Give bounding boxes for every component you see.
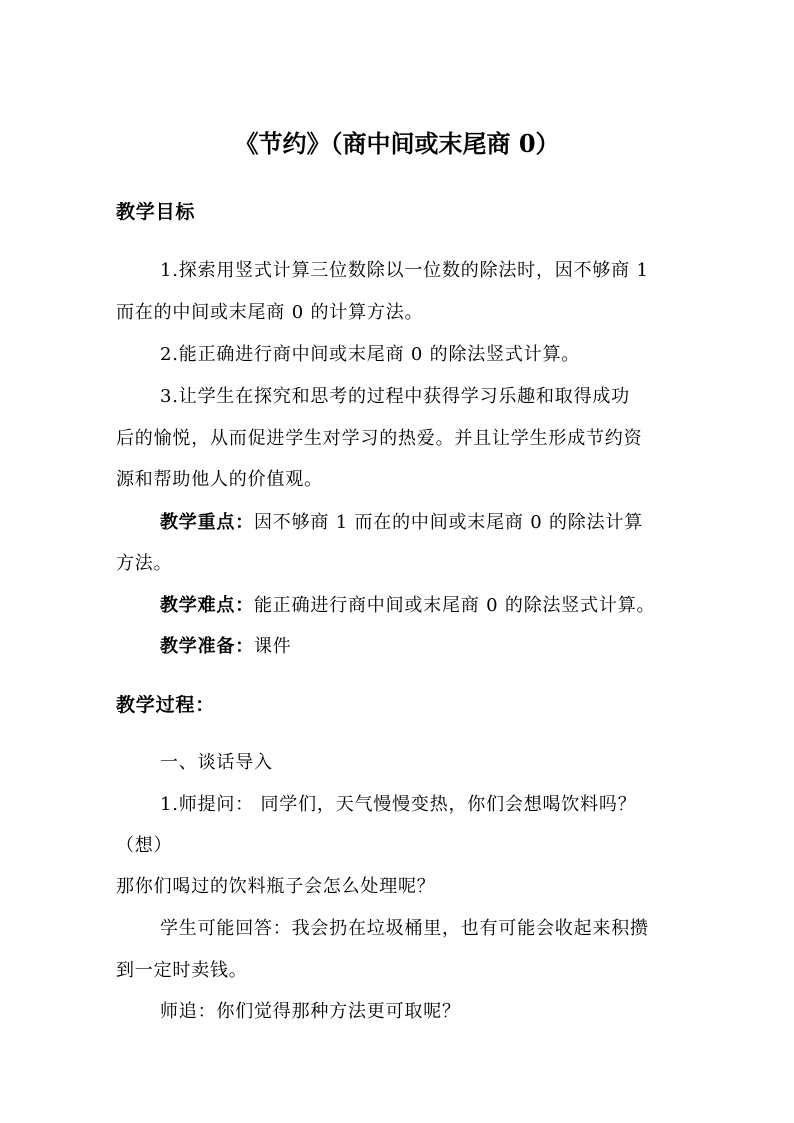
question-1-line-3: 那你们喝过的饮料瓶子会怎么处理呢？ bbox=[116, 876, 436, 897]
difficulty-text: 能正确进行商中间或末尾商 0 的除法竖式计算。 bbox=[254, 595, 656, 616]
question-1-line-1: 1.师提问： 同学们，天气慢慢变热，你们会想喝饮料吗？ bbox=[160, 794, 637, 815]
question-1-line-2: （想） bbox=[116, 835, 173, 856]
part-1-heading: 一、谈话导入 bbox=[160, 752, 273, 773]
goal-3-line-2: 后的愉悦，从而促进学生对学习的热爱。并且让学生形成节约资 bbox=[116, 428, 643, 449]
difficulty-label: 教学难点： bbox=[160, 595, 254, 616]
goal-3-line-3: 源和帮助他人的价值观。 bbox=[116, 469, 323, 490]
goal-1-line-1: 1.探索用竖式计算三位数除以一位数的除法时，因不够商 1 bbox=[160, 260, 649, 281]
teacher-followup: 师追：你们觉得那种方法更可取呢？ bbox=[160, 1001, 461, 1022]
key-point-label: 教学重点： bbox=[160, 512, 254, 533]
goal-1-line-2: 而在的中间或末尾商 0 的计算方法。 bbox=[116, 302, 424, 323]
preparation-label: 教学准备： bbox=[160, 636, 254, 657]
difficulty-point bbox=[160, 595, 655, 617]
student-answer-line-2: 到一定时卖钱。 bbox=[116, 960, 248, 981]
student-answer-line-1: 学生可能回答：我会扔在垃圾桶里，也有可能会收起来积攒 bbox=[160, 918, 649, 939]
goals-heading: 教学目标 bbox=[116, 201, 196, 223]
goal-3-line-1: 3.让学生在探究和思考的过程中获得学习乐趣和取得成功 bbox=[160, 386, 630, 407]
process-heading: 教学过程： bbox=[116, 694, 216, 716]
key-point-line-2: 方法。 bbox=[116, 553, 173, 574]
preparation-text: 课件 bbox=[254, 636, 292, 657]
page-title: 《节约》（商中间或末尾商 0） bbox=[234, 129, 560, 158]
preparation bbox=[160, 636, 292, 658]
key-point-text: 因不够商 1 而在的中间或末尾商 0 的除法计算 bbox=[254, 512, 643, 533]
key-point bbox=[160, 512, 643, 534]
goal-2: 2.能正确进行商中间或末尾商 0 的除法竖式计算。 bbox=[160, 344, 581, 365]
